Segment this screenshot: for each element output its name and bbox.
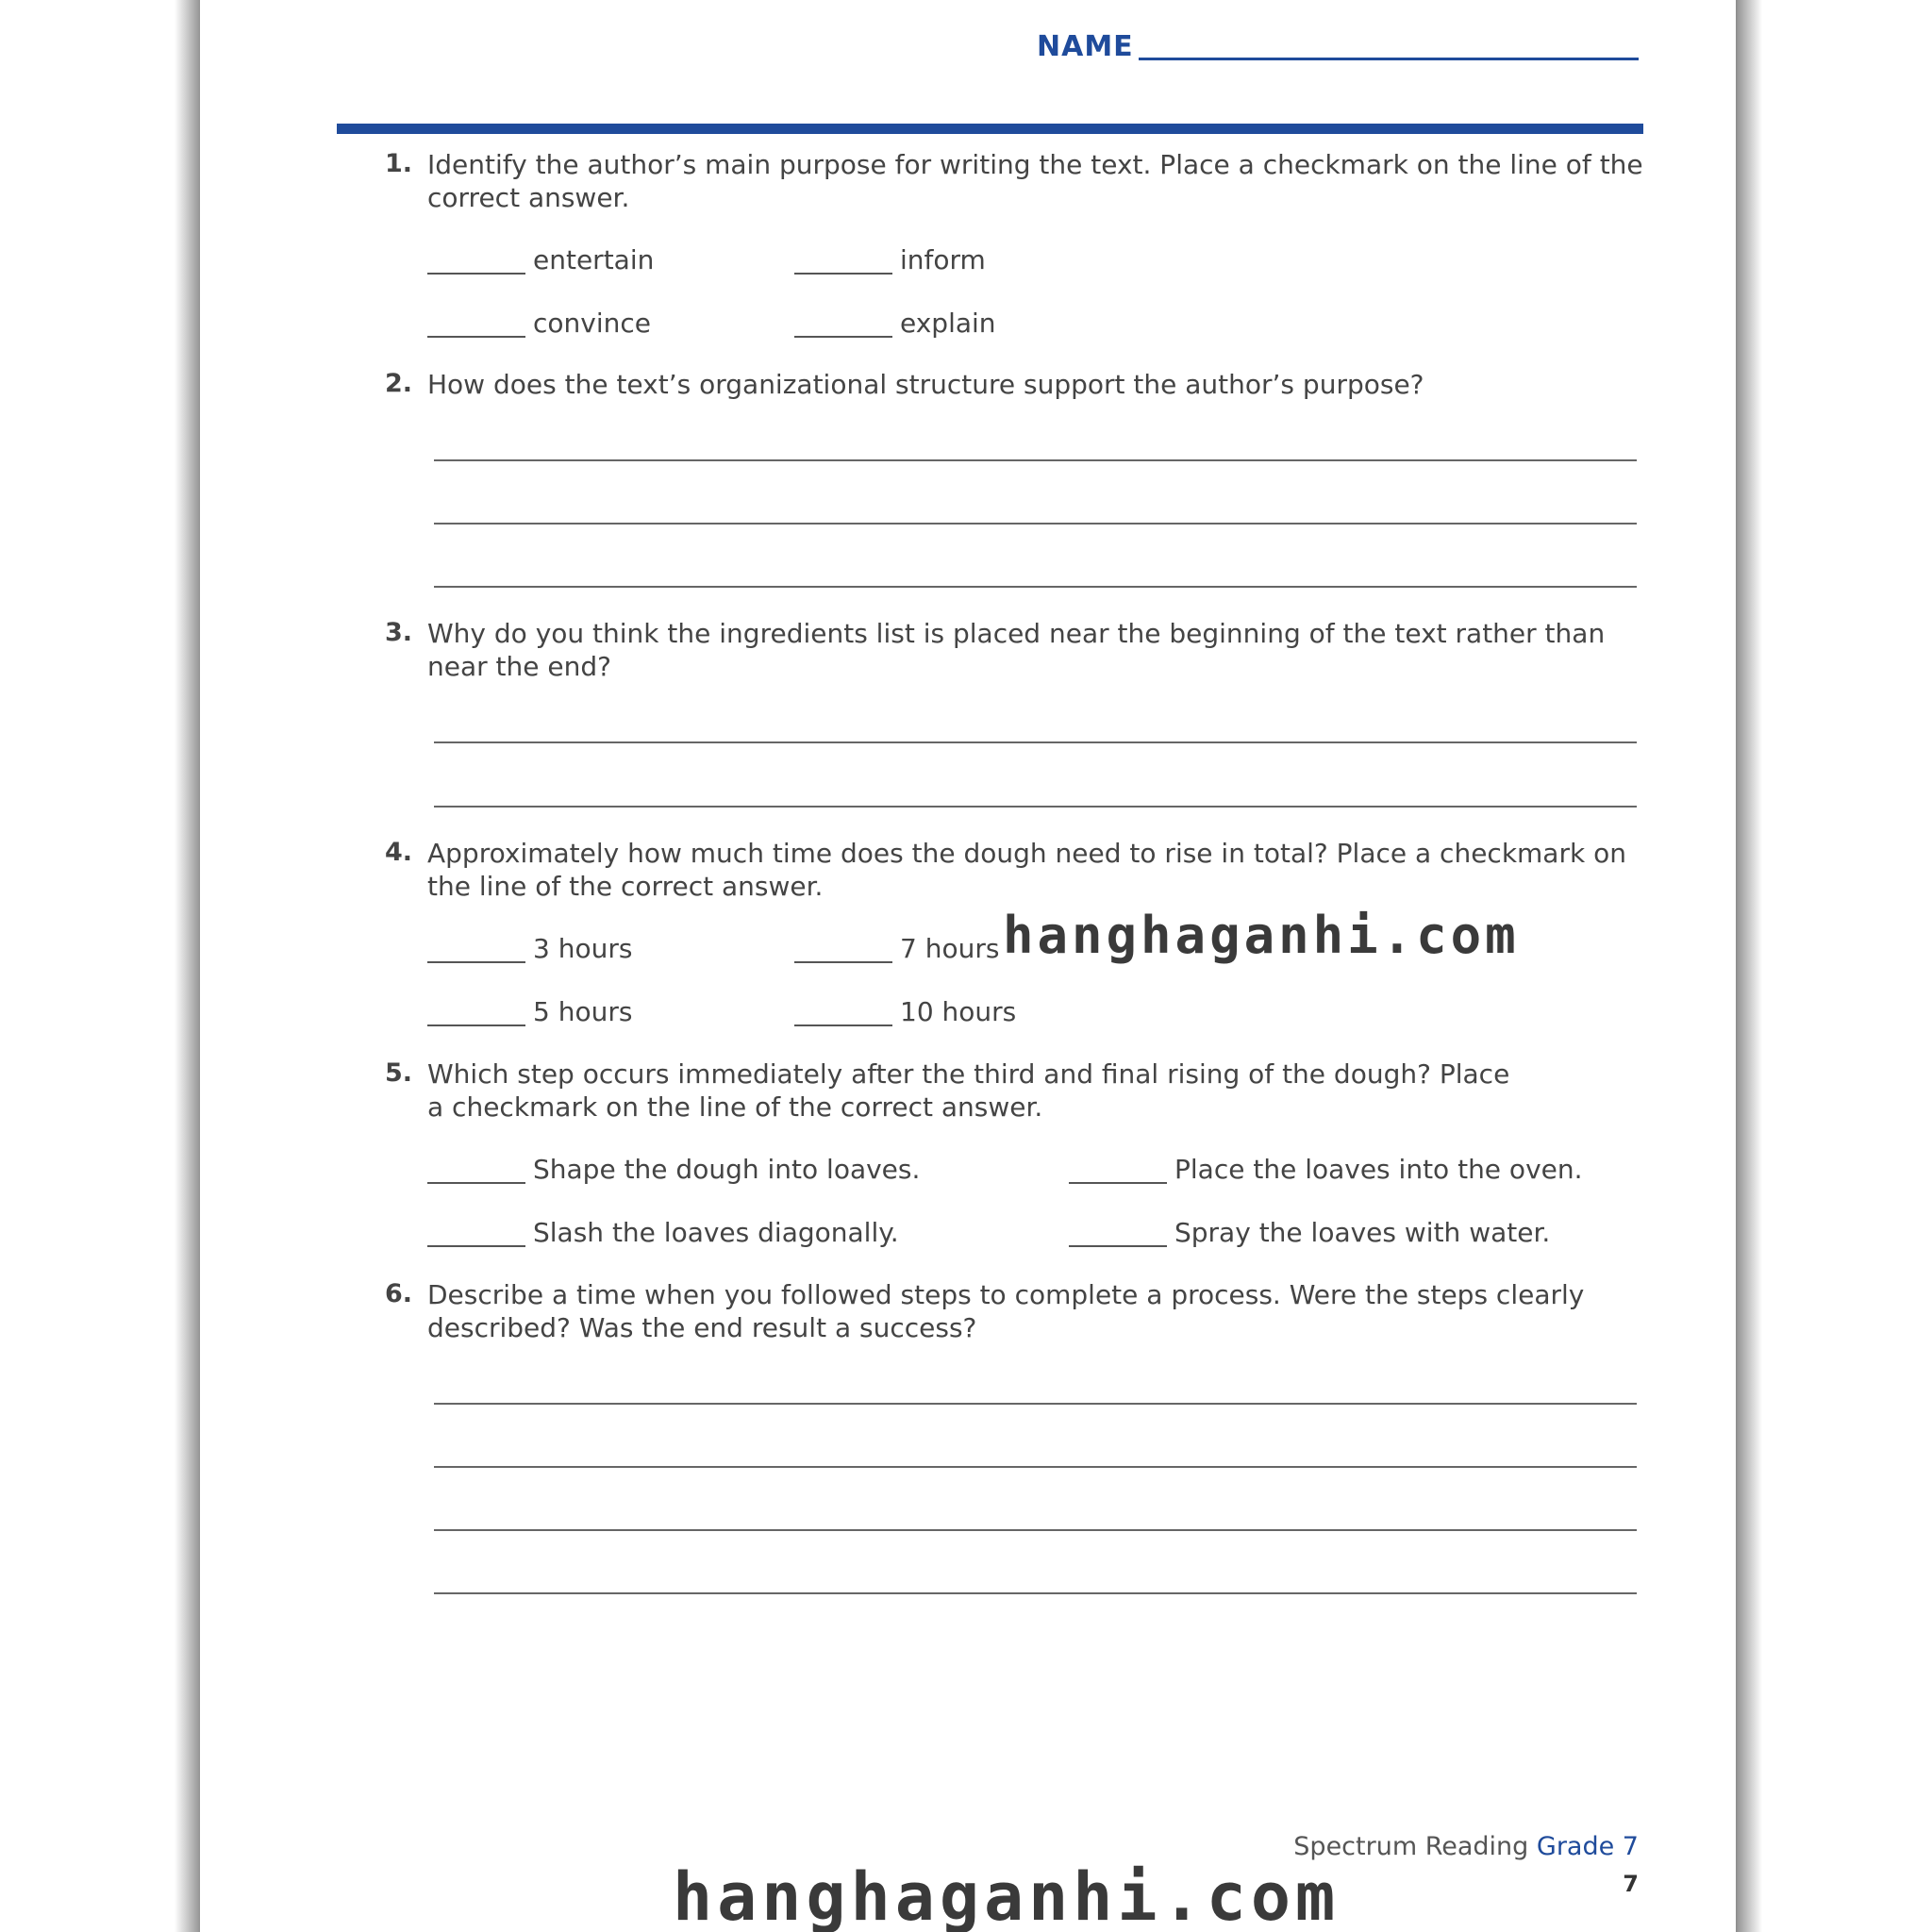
header-rule bbox=[337, 124, 1643, 134]
question-4-number: 4. bbox=[385, 838, 413, 867]
footer-series: Spectrum Reading bbox=[1293, 1832, 1529, 1861]
question-5-number: 5. bbox=[385, 1058, 413, 1088]
question-2-answer-line[interactable] bbox=[434, 523, 1637, 525]
answer-blank[interactable] bbox=[427, 336, 525, 338]
question-1-option-entertain[interactable] bbox=[427, 244, 654, 275]
question-3-answer-line[interactable] bbox=[434, 806, 1637, 808]
answer-blank[interactable] bbox=[427, 1024, 525, 1026]
option-label: 7 hours bbox=[900, 933, 1000, 964]
option-label: Slash the loaves diagonally. bbox=[533, 1217, 899, 1248]
option-label: inform bbox=[900, 244, 986, 275]
question-4-option-5-hours[interactable] bbox=[427, 996, 632, 1027]
answer-blank[interactable] bbox=[794, 273, 892, 275]
name-label: NAME bbox=[1037, 30, 1134, 63]
answer-blank[interactable] bbox=[427, 961, 525, 963]
worksheet-page bbox=[200, 0, 1736, 1932]
question-3-text: Why do you think the ingredients list is placed near the beginning of the text rather than near the end? bbox=[427, 618, 1606, 682]
option-label: Place the loaves into the oven. bbox=[1174, 1154, 1583, 1185]
question-3-number: 3. bbox=[385, 618, 413, 647]
page-shadow-right bbox=[1734, 0, 1762, 1932]
option-label: 10 hours bbox=[900, 996, 1017, 1027]
answer-blank[interactable] bbox=[794, 336, 892, 338]
answer-blank[interactable] bbox=[794, 1024, 892, 1026]
question-6-answer-line[interactable] bbox=[434, 1403, 1637, 1405]
question-5-option-spray[interactable] bbox=[1069, 1217, 1550, 1248]
question-6-number: 6. bbox=[385, 1279, 413, 1308]
option-label: convince bbox=[533, 308, 651, 339]
question-4-option-7-hours[interactable] bbox=[794, 933, 999, 964]
question-6-answer-line[interactable] bbox=[434, 1529, 1637, 1531]
option-label: explain bbox=[900, 308, 996, 339]
name-field-line[interactable] bbox=[1139, 58, 1639, 60]
question-2-number: 2. bbox=[385, 369, 413, 398]
answer-blank[interactable] bbox=[794, 961, 892, 963]
footer-credit bbox=[1049, 1832, 1639, 1861]
question-5-text: Which step occurs immediately after the third and final rising of the dough? Place a checkmark on the line of the correct answer. bbox=[427, 1058, 1510, 1123]
question-4-text: Approximately how much time does the dough need to rise in total? Place a checkmark on the line of the correct answer. bbox=[427, 838, 1626, 902]
page-number: 7 bbox=[1623, 1871, 1639, 1897]
watermark-text: hanghaganhi.com bbox=[1003, 906, 1520, 965]
question-5-option-slash[interactable] bbox=[427, 1217, 899, 1248]
page-shadow-left bbox=[175, 0, 203, 1932]
question-3-answer-line[interactable] bbox=[434, 741, 1637, 743]
question-2-answer-line[interactable] bbox=[434, 586, 1637, 588]
question-1-option-convince[interactable] bbox=[427, 308, 651, 339]
option-label: entertain bbox=[533, 244, 655, 275]
answer-blank[interactable] bbox=[427, 1245, 525, 1247]
option-label: 5 hours bbox=[533, 996, 633, 1027]
question-5-option-shape[interactable] bbox=[427, 1154, 920, 1185]
option-label: Shape the dough into loaves. bbox=[533, 1154, 921, 1185]
question-1-text: Identify the author’s main purpose for writing the text. Place a checkmark on the line of the correct answer. bbox=[427, 149, 1643, 213]
question-2-text: How does the text’s organizational structure support the author’s purpose? bbox=[427, 369, 1424, 400]
answer-blank[interactable] bbox=[427, 273, 525, 275]
question-2-answer-line[interactable] bbox=[434, 459, 1637, 461]
question-4-option-3-hours[interactable] bbox=[427, 933, 632, 964]
answer-blank[interactable] bbox=[1069, 1182, 1167, 1184]
option-label: Spray the loaves with water. bbox=[1174, 1217, 1551, 1248]
question-6-answer-line[interactable] bbox=[434, 1466, 1637, 1468]
question-1-option-explain[interactable] bbox=[794, 308, 996, 339]
question-1-option-inform[interactable] bbox=[794, 244, 986, 275]
question-6-answer-line[interactable] bbox=[434, 1592, 1637, 1594]
question-5-option-place[interactable] bbox=[1069, 1154, 1583, 1185]
question-1-number: 1. bbox=[385, 149, 413, 178]
answer-blank[interactable] bbox=[427, 1182, 525, 1184]
footer-grade: Grade 7 bbox=[1536, 1832, 1639, 1861]
watermark-text: hanghaganhi.com bbox=[673, 1858, 1341, 1932]
option-label: 3 hours bbox=[533, 933, 633, 964]
answer-blank[interactable] bbox=[1069, 1245, 1167, 1247]
question-4-option-10-hours[interactable] bbox=[794, 996, 1016, 1027]
question-6-text: Describe a time when you followed steps to complete a process. Were the steps clearly described? Was the end result a success? bbox=[427, 1279, 1585, 1343]
